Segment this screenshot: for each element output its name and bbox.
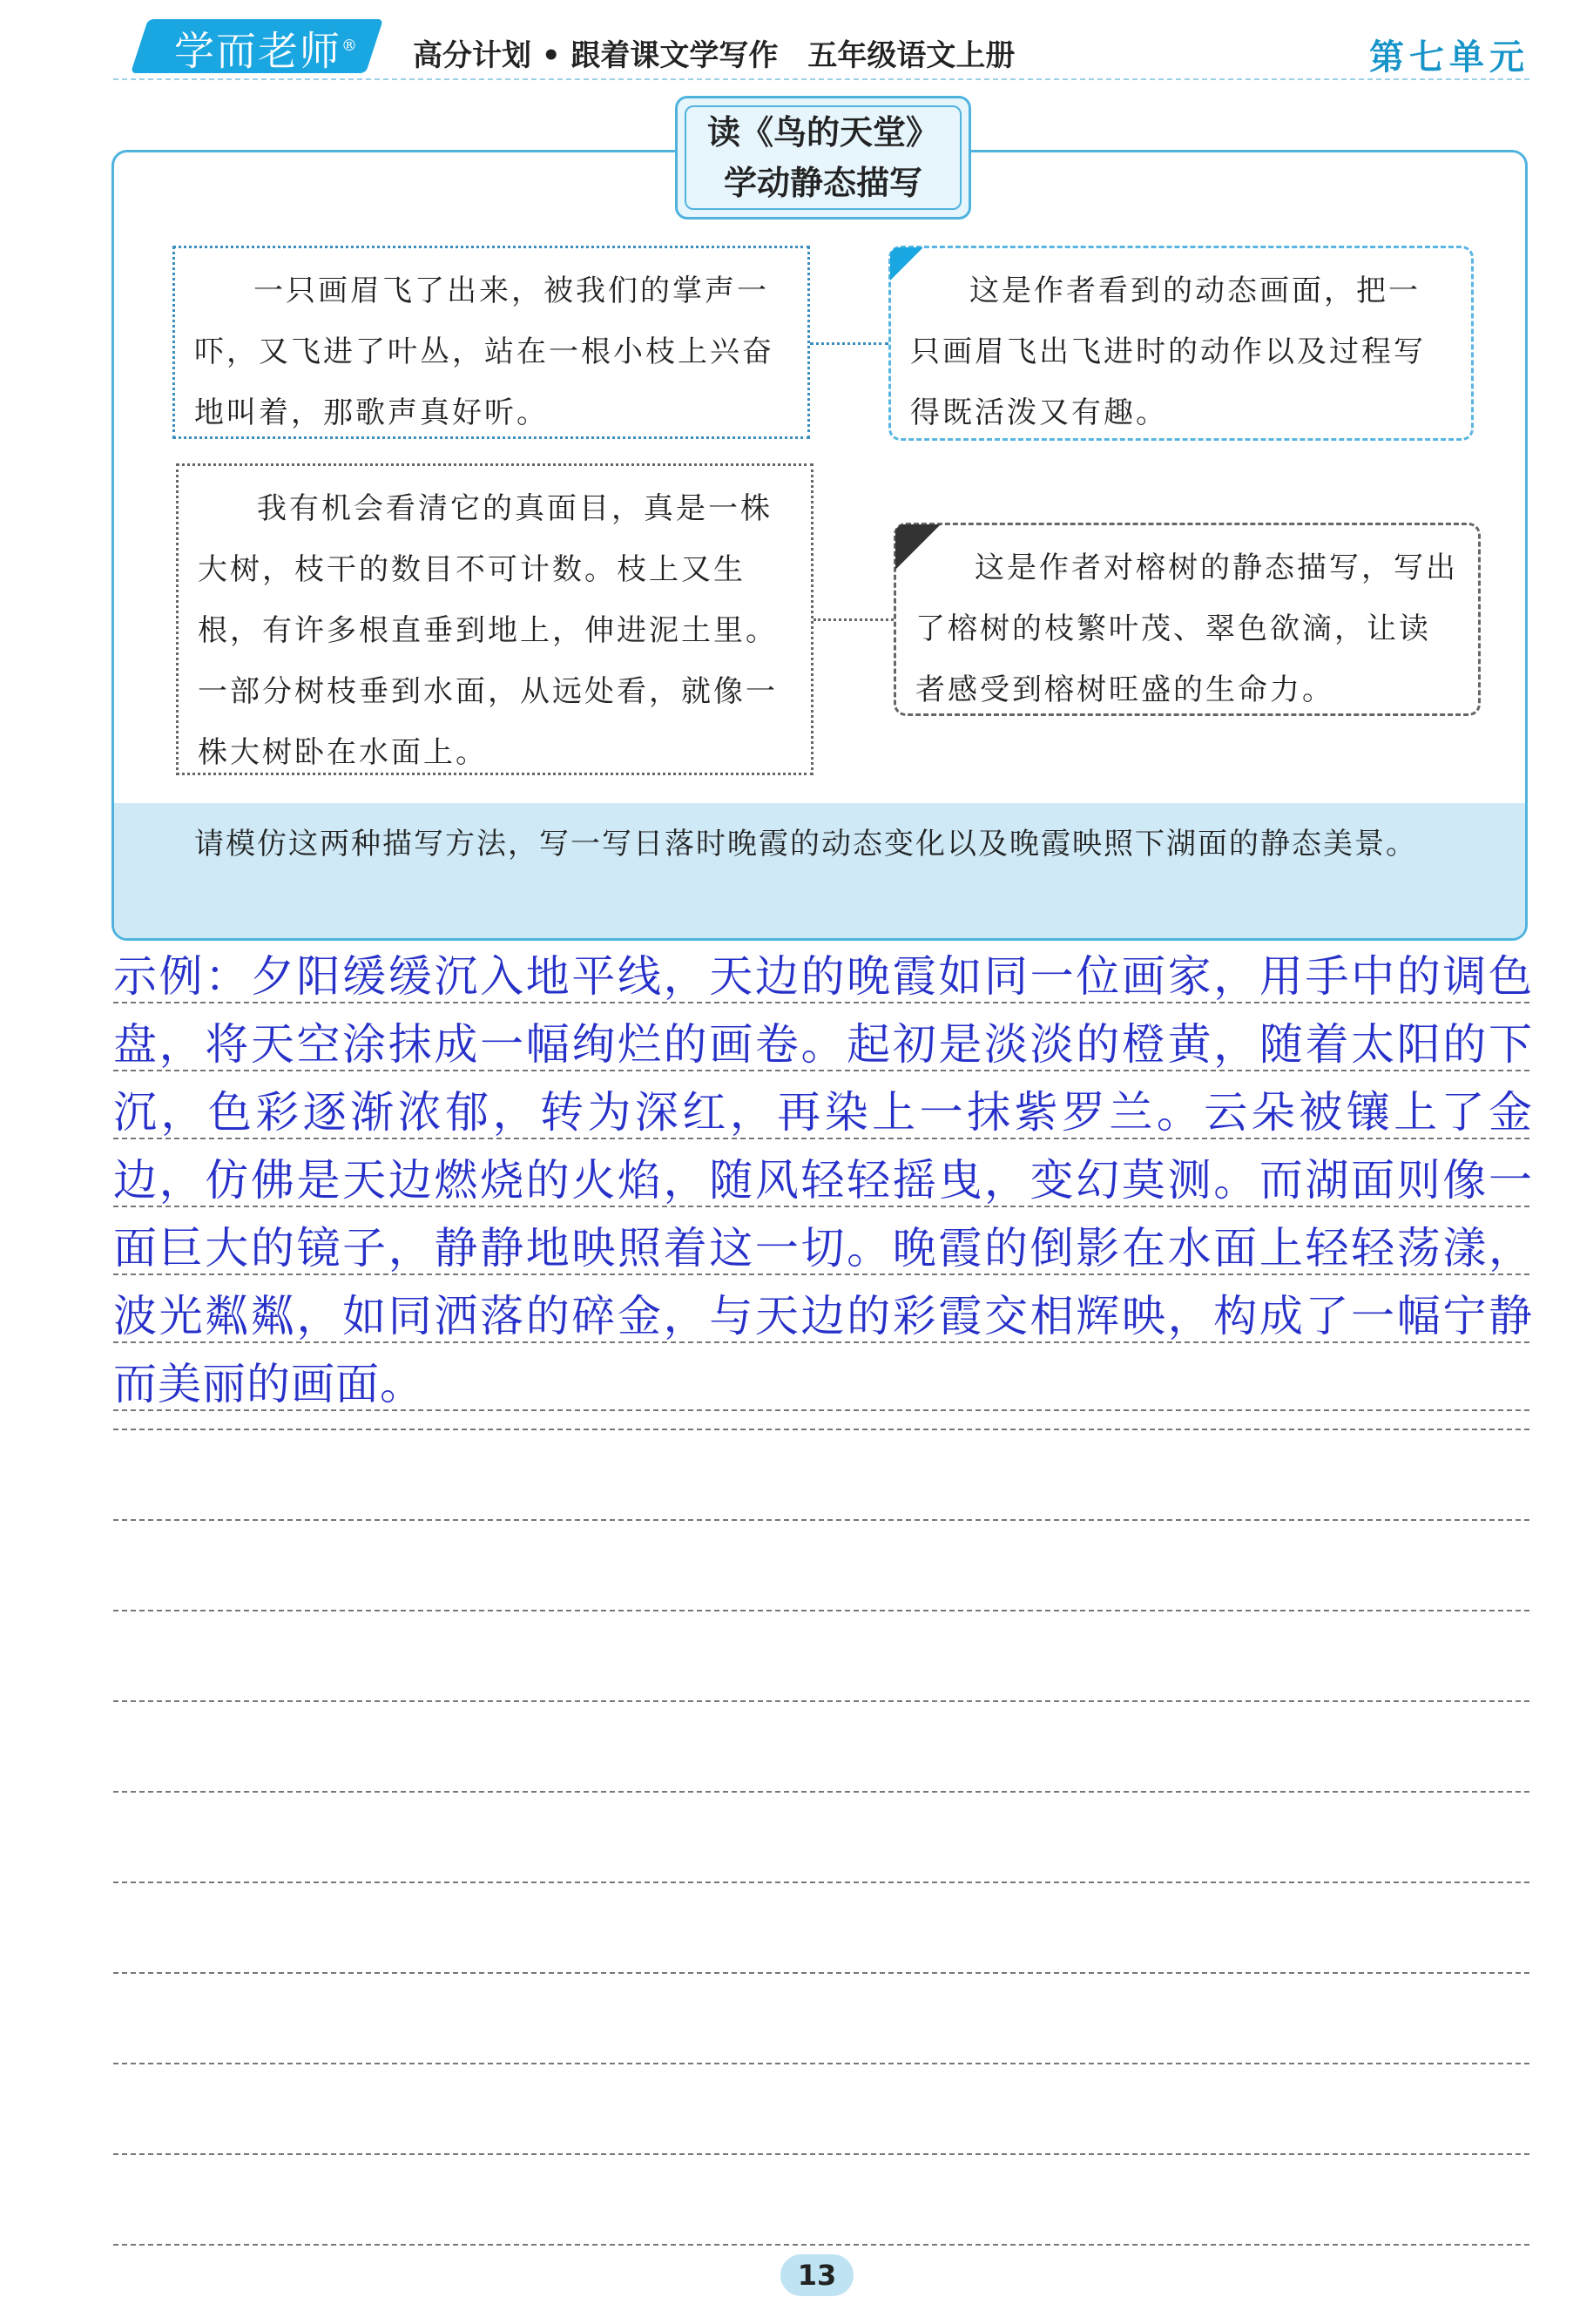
writing-line bbox=[113, 1881, 1529, 1883]
dynamic-excerpt: 一只画眉飞了出来，被我们的掌声一吓，又飞进了叶丛，站在一根小枝上兴奋地叫着，那歌声真好听。 bbox=[172, 246, 810, 439]
writing-line bbox=[113, 2153, 1529, 2155]
page-number: 13 bbox=[780, 2254, 854, 2296]
corner-tab-icon bbox=[895, 524, 941, 570]
lesson-title-box bbox=[675, 96, 971, 220]
lesson-title-line1: 读《鸟的天堂》 bbox=[706, 113, 939, 152]
static-excerpt: 我有机会看清它的真面目，真是一株大树，枝干的数目不可计数。枝上又生根，有许多根直垂到地上，伸进泥土里。一部分树枝垂到水面，从远处看，就像一株大树卧在水面上。 bbox=[176, 463, 814, 775]
writing-line bbox=[113, 1700, 1529, 1702]
corner-tab-icon bbox=[890, 247, 923, 280]
connector-line bbox=[810, 342, 888, 345]
connector-line bbox=[814, 618, 894, 621]
writing-line bbox=[113, 1429, 1529, 1430]
writing-line bbox=[113, 1972, 1529, 1974]
unit-label: 第七单元 bbox=[1369, 37, 1529, 78]
writing-line bbox=[113, 2244, 1529, 2246]
writing-line bbox=[113, 1519, 1529, 1521]
brand-logo bbox=[174, 19, 359, 73]
dynamic-note: 这是作者看到的动态画面，把一只画眉飞出飞进时的动作以及过程写得既活泼又有趣。 bbox=[888, 246, 1474, 441]
brand-logo-text: 学而老师 bbox=[174, 27, 341, 75]
series-title: 高分计划 • 跟着课文学写作 五年级语文上册 bbox=[413, 38, 1016, 73]
registered-mark: ® bbox=[341, 37, 359, 55]
task-prompt: 请模仿这两种描写方法，写一写日落时晚霞的动态变化以及晚霞映照下湖面的静态美景。 bbox=[114, 803, 1525, 938]
writing-line bbox=[113, 2063, 1529, 2064]
writing-line bbox=[113, 1610, 1529, 1611]
sample-answer: 示例：夕阳缓缓沉入地平线，天边的晚霞如同一位画家，用手中的调色盘，将天空涂抹成一幅绚烂的画卷。起初是淡淡的橙黄，随着太阳的下沉，色彩逐渐浓郁，转为深红，再染上一抹紫罗兰。云朵被镶上了金边，仿佛是天边燃烧的火焰，随风轻轻摇曳，变幻莫测。而湖面则像一面巨大的镜子，静静地映照着这一切。晚霞的倒影在水面上轻轻荡漾，波光粼粼，如同洒落的碎金，与天边的彩霞交相辉映，构成了一幅宁静而美丽的画面。 bbox=[113, 951, 1533, 1409]
static-note: 这是作者对榕树的静态描写，写出了榕树的枝繁叶茂、翠色欲滴，让读者感受到榕树旺盛的生命力。 bbox=[894, 523, 1481, 716]
writing-line bbox=[113, 1791, 1529, 1793]
lesson-title-line2: 学动静态描写 bbox=[723, 164, 922, 202]
header-divider bbox=[113, 78, 1529, 80]
